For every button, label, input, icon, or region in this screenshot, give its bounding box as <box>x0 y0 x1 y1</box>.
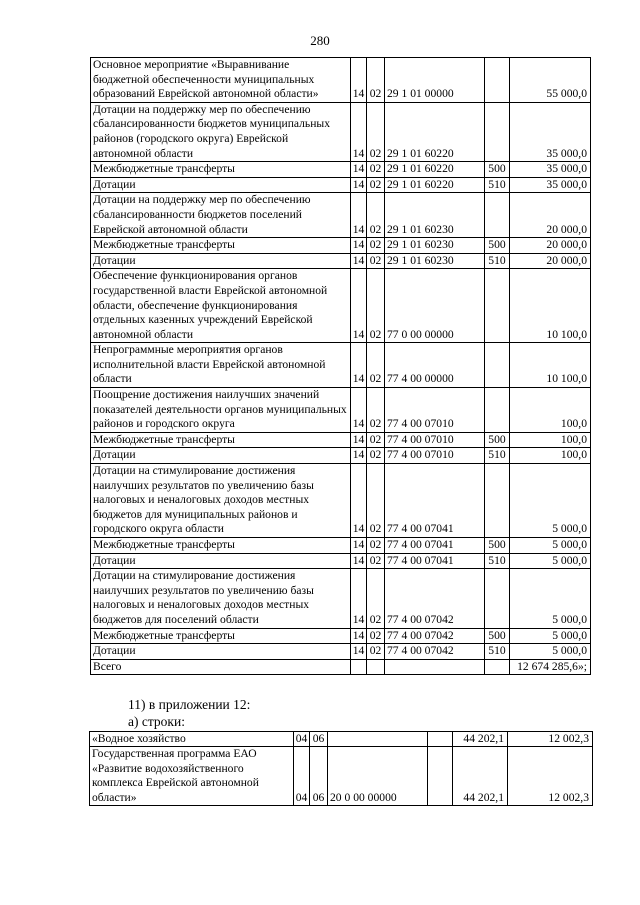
amendment-item: 11) в приложении 12: <box>128 697 251 712</box>
table-row <box>90 747 593 806</box>
row-section: 14 <box>351 269 367 343</box>
row-amount: 55 000,0 <box>510 58 591 103</box>
row-subsection: 02 <box>367 644 385 660</box>
row-expense-type <box>485 388 510 433</box>
row-target-code: 29 1 01 60230 <box>385 253 485 269</box>
row-subsection: 06 <box>310 732 328 747</box>
row-amount: 10 100,0 <box>510 343 591 388</box>
row-section: 14 <box>351 464 367 538</box>
row-expense-type <box>428 732 453 747</box>
row-name: Дотации на стимулирование достижения наилучших результатов по увеличению базы налоговых и неналоговых доходов местных бюджетов для поселений области <box>91 569 351 628</box>
row-target-code: 29 1 01 60220 <box>385 177 485 193</box>
table-row <box>91 193 591 238</box>
row-section: 04 <box>294 747 310 806</box>
row-name: Поощрение достижения наилучших значений показателей деятельности органов муниципальных районов и городского округа <box>91 388 351 433</box>
row-section: 14 <box>351 628 367 644</box>
row-subsection: 02 <box>367 162 385 178</box>
row-expense-type: 500 <box>485 238 510 254</box>
row-expense-type: 510 <box>485 553 510 569</box>
row-name: Дотации на поддержку мер по обеспечению сбалансированности бюджетов поселений Еврейской автономной области <box>91 193 351 238</box>
row-section: 14 <box>351 102 367 161</box>
table-row <box>91 432 591 448</box>
row-expense-type: 500 <box>485 538 510 554</box>
row-name: Дотации на стимулирование достижения наилучших результатов по увеличению базы налоговых и неналоговых доходов местных бюджетов для муниципальных районов и городского округа области <box>91 464 351 538</box>
row-amount: 10 100,0 <box>510 269 591 343</box>
row-subsection: 02 <box>367 432 385 448</box>
row-expense-type: 510 <box>485 644 510 660</box>
row-expense-type: 500 <box>485 628 510 644</box>
table-row <box>91 102 591 161</box>
row-expense-type: 500 <box>485 432 510 448</box>
row-target-code: 20 0 00 00000 <box>328 747 428 806</box>
row-amount: 5 000,0 <box>510 464 591 538</box>
row-name: Непрограммные мероприятия органов исполнительной власти Еврейской автономной области <box>91 343 351 388</box>
row-target-code: 29 1 01 60230 <box>385 193 485 238</box>
row-name: Дотации на поддержку мер по обеспечению сбалансированности бюджетов муниципальных районов (городского округа) Еврейской автономной области <box>91 102 351 161</box>
row-subsection: 02 <box>367 177 385 193</box>
row-target-code: 77 4 00 07010 <box>385 448 485 464</box>
row-section: 14 <box>351 238 367 254</box>
row-subsection: 02 <box>367 343 385 388</box>
row-target-code: 29 1 01 60230 <box>385 238 485 254</box>
table-row <box>91 464 591 538</box>
total-amount: 12 674 285,6»; <box>510 659 591 675</box>
budget-table <box>90 57 591 675</box>
table-row <box>91 628 591 644</box>
row-target-code: 77 4 00 07010 <box>385 388 485 433</box>
row-target-code: 77 4 00 07042 <box>385 644 485 660</box>
total-label: Всего <box>91 659 351 675</box>
amendment-subitem: а) строки: <box>128 714 185 729</box>
row-name: Дотации <box>91 448 351 464</box>
row-amount: 5 000,0 <box>510 569 591 628</box>
row-subsection: 02 <box>367 464 385 538</box>
row-name: Дотации <box>91 644 351 660</box>
row-amount: 100,0 <box>510 448 591 464</box>
row-subsection: 02 <box>367 193 385 238</box>
row-target-code: 29 1 01 00000 <box>385 58 485 103</box>
row-amount-1: 44 202,1 <box>453 732 508 747</box>
row-name: Государственная программа ЕАО «Развитие водохозяйственного комплекса Еврейской автономной области» <box>90 747 294 806</box>
row-target-code: 77 4 00 07042 <box>385 628 485 644</box>
table-row <box>91 253 591 269</box>
row-subsection: 02 <box>367 253 385 269</box>
row-name: Межбюджетные трансферты <box>91 538 351 554</box>
row-target-code: 77 4 00 00000 <box>385 343 485 388</box>
row-expense-type: 500 <box>485 162 510 178</box>
row-target-code: 29 1 01 60220 <box>385 102 485 161</box>
row-expense-type <box>485 343 510 388</box>
row-amount-2: 12 002,3 <box>508 747 593 806</box>
row-name: Обеспечение функционирования органов государственной власти Еврейской автономной области, обеспечение функционирования отдельных казенных учреждений Еврейской автономной области <box>91 269 351 343</box>
row-target-code: 77 4 00 07041 <box>385 553 485 569</box>
row-name: Дотации <box>91 553 351 569</box>
row-section: 14 <box>351 343 367 388</box>
row-section: 14 <box>351 162 367 178</box>
row-expense-type <box>485 269 510 343</box>
table-row <box>91 388 591 433</box>
row-subsection: 02 <box>367 269 385 343</box>
row-subsection: 02 <box>367 102 385 161</box>
row-amount: 20 000,0 <box>510 253 591 269</box>
table-row <box>91 569 591 628</box>
table-row <box>91 58 591 103</box>
row-amount-2: 12 002,3 <box>508 732 593 747</box>
row-section: 14 <box>351 553 367 569</box>
row-subsection: 02 <box>367 448 385 464</box>
row-name: Дотации <box>91 253 351 269</box>
row-amount-1: 44 202,1 <box>453 747 508 806</box>
table-row <box>91 177 591 193</box>
row-name: Дотации <box>91 177 351 193</box>
row-expense-type <box>485 193 510 238</box>
row-target-code: 77 4 00 07042 <box>385 569 485 628</box>
row-subsection: 02 <box>367 553 385 569</box>
table-row <box>91 448 591 464</box>
table-row <box>91 238 591 254</box>
row-section: 14 <box>351 538 367 554</box>
row-expense-type <box>485 58 510 103</box>
row-expense-type: 510 <box>485 448 510 464</box>
row-name: Межбюджетные трансферты <box>91 238 351 254</box>
row-subsection: 02 <box>367 538 385 554</box>
row-expense-type: 510 <box>485 253 510 269</box>
row-subsection: 02 <box>367 238 385 254</box>
row-amount: 100,0 <box>510 388 591 433</box>
row-name: Межбюджетные трансферты <box>91 432 351 448</box>
row-section: 14 <box>351 193 367 238</box>
row-target-code <box>328 732 428 747</box>
row-expense-type <box>485 569 510 628</box>
row-name: Межбюджетные трансферты <box>91 628 351 644</box>
row-section: 04 <box>294 732 310 747</box>
row-expense-type <box>485 464 510 538</box>
row-subsection: 02 <box>367 569 385 628</box>
row-section: 14 <box>351 448 367 464</box>
row-name: Межбюджетные трансферты <box>91 162 351 178</box>
table-row <box>91 644 591 660</box>
row-subsection: 02 <box>367 58 385 103</box>
row-target-code: 77 4 00 07041 <box>385 538 485 554</box>
row-target-code: 77 4 00 07041 <box>385 464 485 538</box>
row-subsection: 02 <box>367 628 385 644</box>
table-row <box>91 343 591 388</box>
row-target-code: 29 1 01 60220 <box>385 162 485 178</box>
row-amount: 5 000,0 <box>510 628 591 644</box>
total-row <box>91 659 591 675</box>
row-section: 14 <box>351 58 367 103</box>
row-expense-type <box>485 102 510 161</box>
table-row <box>91 269 591 343</box>
row-name: Основное мероприятие «Выравнивание бюджетной обеспеченности муниципальных образований Еврейской автономной области» <box>91 58 351 103</box>
row-section: 14 <box>351 432 367 448</box>
row-amount: 5 000,0 <box>510 538 591 554</box>
row-expense-type: 510 <box>485 177 510 193</box>
row-amount: 35 000,0 <box>510 102 591 161</box>
row-amount: 5 000,0 <box>510 644 591 660</box>
row-amount: 20 000,0 <box>510 238 591 254</box>
row-amount: 35 000,0 <box>510 162 591 178</box>
row-amount: 35 000,0 <box>510 177 591 193</box>
row-section: 14 <box>351 644 367 660</box>
table-row <box>91 162 591 178</box>
row-name: «Водное хозяйство <box>90 732 294 747</box>
row-amount: 20 000,0 <box>510 193 591 238</box>
row-section: 14 <box>351 177 367 193</box>
row-amount: 100,0 <box>510 432 591 448</box>
table-row <box>90 732 593 747</box>
row-subsection: 06 <box>310 747 328 806</box>
table-row <box>91 538 591 554</box>
row-target-code: 77 4 00 07010 <box>385 432 485 448</box>
row-section: 14 <box>351 253 367 269</box>
row-subsection: 02 <box>367 388 385 433</box>
row-section: 14 <box>351 388 367 433</box>
row-section: 14 <box>351 569 367 628</box>
row-target-code: 77 0 00 00000 <box>385 269 485 343</box>
row-expense-type <box>428 747 453 806</box>
row-amount: 5 000,0 <box>510 553 591 569</box>
water-table <box>89 731 593 806</box>
table-row <box>91 553 591 569</box>
page-number: 280 <box>310 33 330 48</box>
